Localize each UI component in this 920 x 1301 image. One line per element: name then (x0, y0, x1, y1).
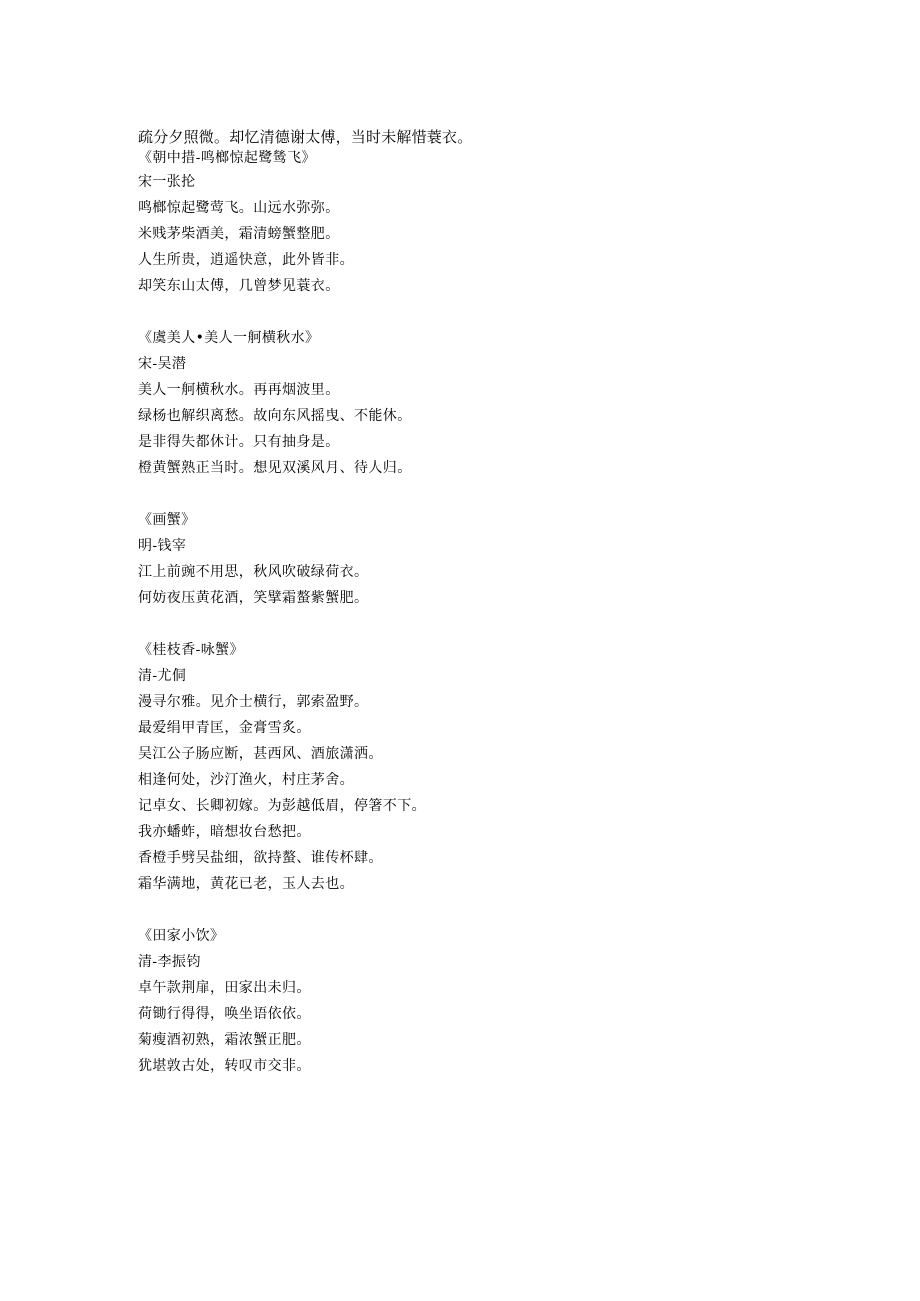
poem-line: 是非得失都休计。只有抽身是。 (138, 434, 340, 450)
poem-author: 明-钱宰 (138, 538, 187, 554)
poem-line: 卓午款荆扉，田家出未归。 (138, 980, 311, 996)
poem-guizhixiang (138, 637, 858, 897)
poem-yumeiren (138, 325, 858, 481)
poem-line: 相逢何处，沙汀渔火，村庄茅舍。 (138, 772, 354, 788)
poem-line: 我亦蟠蚱，暗想妆台愁把。 (138, 824, 311, 840)
poem-line: 记卓女、长卿初嫁。为彭越低眉，停箸不下。 (138, 798, 426, 814)
poem-tianjiaxiaoyin (138, 923, 858, 1079)
poem-line: 美人一舸横秋水。再再烟波里。 (138, 382, 340, 398)
poem-line: 霜华满地，黄花已老，玉人去也。 (138, 876, 354, 892)
poem-author: 清-尤侗 (138, 668, 187, 684)
previous-poem-fragment: 疏分夕照微。却忆清德谢太傅，当时未解惜蓑衣。 (138, 128, 473, 146)
document-page (138, 127, 858, 1079)
poem-title: 《朝中措-鸣榔惊起鹭鸶飞》 (138, 150, 316, 166)
poem-line: 香橙手劈吴盐细，欲持螯、谁传杯肆。 (138, 850, 383, 866)
poem-line: 最爱绢甲青匡，金膏雪炙。 (138, 720, 311, 736)
poem-huaxie (138, 507, 858, 611)
poem-line: 何妨夜压黄花酒，笑擘霜螯紫蟹肥。 (138, 590, 369, 606)
poem-line: 菊瘦酒初熟，霜浓蟹正肥。 (138, 1032, 311, 1048)
poem-line: 犹堪敦古处，转叹市交非。 (138, 1058, 311, 1074)
poem-title: 《画蟹》 (138, 512, 196, 528)
poem-chaozhongcuo (138, 147, 858, 299)
poem-author: 宋一张抡 (138, 174, 196, 190)
poem-line: 却笑东山太傅，几曾梦见蓑衣。 (138, 278, 340, 294)
poem-title: 《虞美人•美人一舸横秋水》 (138, 330, 320, 346)
poem-author: 清-李振钧 (138, 954, 201, 970)
poem-line: 橙黄蟹熟正当时。想见双溪风月、待人归。 (138, 460, 412, 476)
poem-line: 吴江公子肠应断，甚西风、酒旅潇洒。 (138, 746, 383, 762)
poem-line: 江上前豌不用思，秋风吹破绿荷衣。 (138, 564, 369, 580)
poem-title: 《田家小饮》 (138, 928, 225, 944)
poem-line: 绿杨也解织离愁。故向东风摇曳、不能休。 (138, 408, 412, 424)
poem-line: 漫寻尔雅。见介士横行，郭索盈野。 (138, 694, 369, 710)
poem-line: 米贱茅柴酒美，霜清螃蟹整肥。 (138, 226, 340, 242)
poem-title: 《桂枝香-咏蟹》 (138, 642, 244, 658)
poem-line: 人生所贵，逍遥快意，此外皆非。 (138, 252, 354, 268)
poem-author: 宋-吴潜 (138, 356, 187, 372)
poem-line: 鸣榔惊起鹭莺飞。山远水弥弥。 (138, 200, 340, 216)
poem-line: 荷锄行得得，唤坐语依依。 (138, 1006, 311, 1022)
